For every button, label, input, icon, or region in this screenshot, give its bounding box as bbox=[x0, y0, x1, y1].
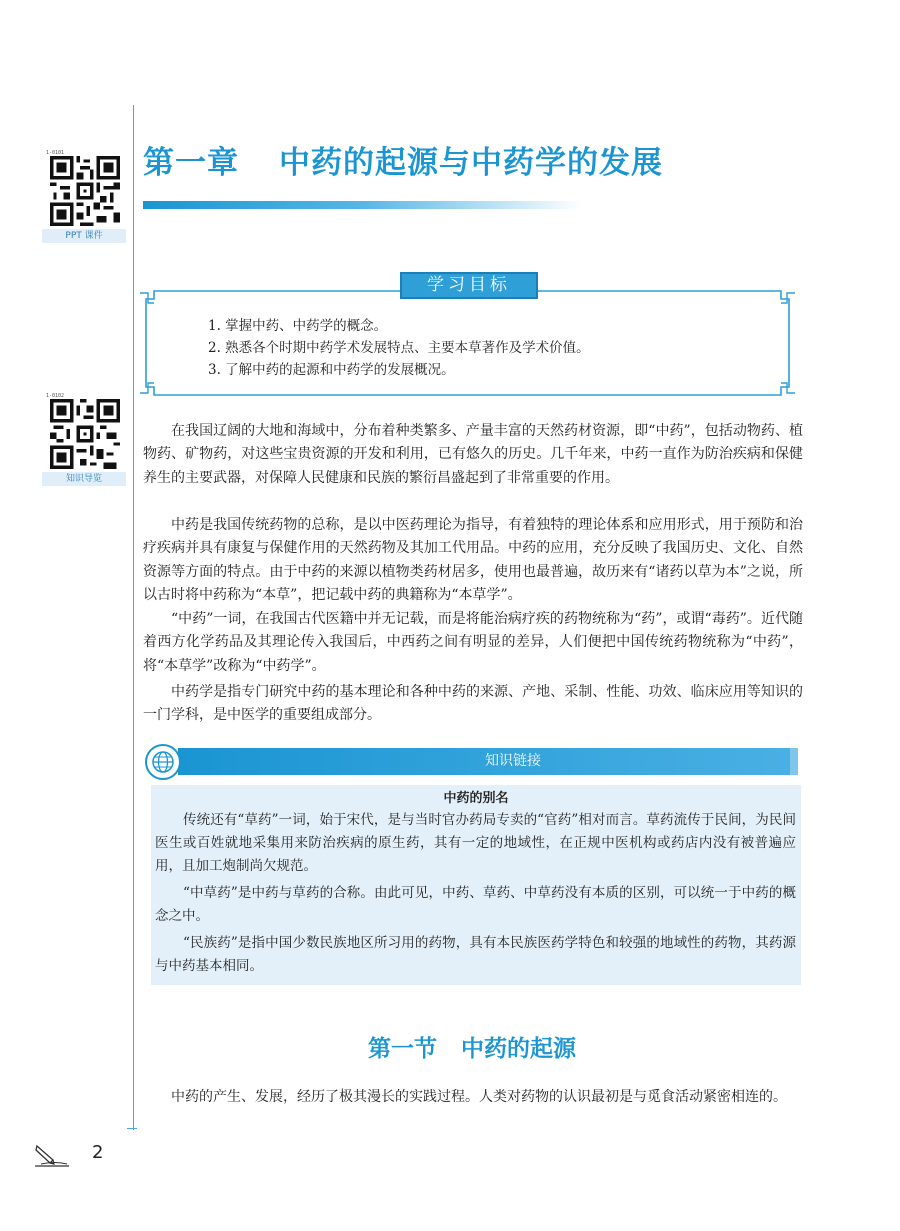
pen-icon bbox=[33, 1142, 73, 1172]
section-name: 中药的起源 bbox=[461, 1036, 576, 1062]
body-paragraph: “中药”一词，在我国古代医籍中并无记载，而是将能治病疗疾的药物统称为“药”，或谓“毒药”。近代随着西方化学药品及其理论传入我国后，中西药之间有明显的差异，人们便把中国传统药物统称为“中药”，将“本草学”改称为“中药学”。 bbox=[143, 611, 803, 674]
knowledge-link-paragraph: 传统还有“草药”一词，始于宋代，是与当时官办药局专卖的“官药”相对而言。草药流传于民间，为民间医生或百姓就地采集用来防治疾病的原生药，其有一定的地域性，在正规中医机构或药店内没有被普遍应用，且加工炮制尚欠规范。 bbox=[155, 812, 796, 874]
margin-divider-foot bbox=[127, 1128, 137, 1129]
section-number: 第一节 bbox=[368, 1036, 437, 1062]
chapter-number: 第一章 bbox=[143, 145, 239, 181]
learning-goals-heading: 学习目标 bbox=[400, 272, 538, 299]
goal-item: 1. 掌握中药、中药学的概念。 bbox=[208, 318, 388, 334]
body-paragraph: 中药学是指专门研究中药的基本理论和各种中药的来源、产地、采制、性能、功效、临床应用等知识的一门学科，是中医学的重要组成部分。 bbox=[143, 684, 803, 724]
qr-pattern-icon bbox=[50, 156, 120, 226]
knowledge-link-paragraph: “民族药”是指中国少数民族地区所习用的药物，具有本民族医药学特色和较强的地域性的药物，其药源与中药基本相同。 bbox=[155, 935, 796, 974]
goal-item: 2. 熟悉各个时期中药学术发展特点、主要本草著作及学术价值。 bbox=[208, 340, 590, 356]
learning-goals-list bbox=[208, 315, 590, 381]
qr-label-guide: 知识导览 bbox=[42, 472, 126, 486]
body-paragraph: 中药是我国传统药物的总称，是以中医药理论为指导，有着独特的理论体系和应用形式，用于预防和治疗疾病并具有康复与保健作用的天然药物及其加工代用品。中药的应用，充分反映了我国历史、文化、自然资源等方面的特点。由于中药的来源以植物类药材居多，使用也最普遍，故历来有“诸药以草为本”之说，所以古时将中药称为“本草”，把记载中药的典籍称为“本草学”。 bbox=[143, 517, 803, 604]
page-number: 2 bbox=[92, 1142, 104, 1163]
margin-divider bbox=[133, 105, 134, 1130]
qr-label-ppt: PPT 课件 bbox=[42, 229, 126, 243]
qr-code-id: 1-0101 bbox=[46, 150, 65, 156]
chapter-name: 中药的起源与中药学的发展 bbox=[279, 145, 663, 181]
knowledge-link-title: 知识链接 bbox=[485, 753, 541, 769]
qr-code-id: 1-0102 bbox=[46, 393, 65, 399]
knowledge-link-header-edge bbox=[790, 748, 798, 775]
chapter-title bbox=[143, 137, 663, 182]
qr-code-ppt[interactable] bbox=[50, 156, 120, 226]
section-title bbox=[0, 1030, 900, 1063]
qr-ppt-block bbox=[42, 150, 126, 243]
body-paragraph: 在我国辽阔的大地和海域中，分布着种类繁多、产量丰富的天然药材资源，即“中药”，包括动物药、植物药、矿物药，对这些宝贵资源的开发和利用，已有悠久的历史。几千年来，中药一直作为防治疾病和保健养生的主要武器，对保障人民健康和民族的繁衍昌盛起到了非常重要的作用。 bbox=[143, 423, 803, 486]
globe-icon bbox=[145, 744, 181, 780]
qr-code-guide[interactable] bbox=[50, 399, 120, 469]
section-paragraph: 中药的产生、发展，经历了极其漫长的实践过程。人类对药物的认识最初是与觅食活动紧密相连的。 bbox=[171, 1089, 787, 1105]
qr-guide-block bbox=[42, 393, 126, 486]
globe-glyph-icon bbox=[151, 750, 175, 774]
knowledge-link-paragraph: “中草药”是中药与草药的合称。由此可见，中药、草药、中草药没有本质的区别，可以统一于中药的概念之中。 bbox=[155, 885, 796, 924]
knowledge-link-subtitle: 中药的别名 bbox=[443, 791, 509, 806]
qr-pattern-icon bbox=[50, 399, 120, 469]
goal-item: 3. 了解中药的起源和中药学的发展概况。 bbox=[208, 362, 455, 378]
title-underline-bar bbox=[143, 201, 583, 209]
